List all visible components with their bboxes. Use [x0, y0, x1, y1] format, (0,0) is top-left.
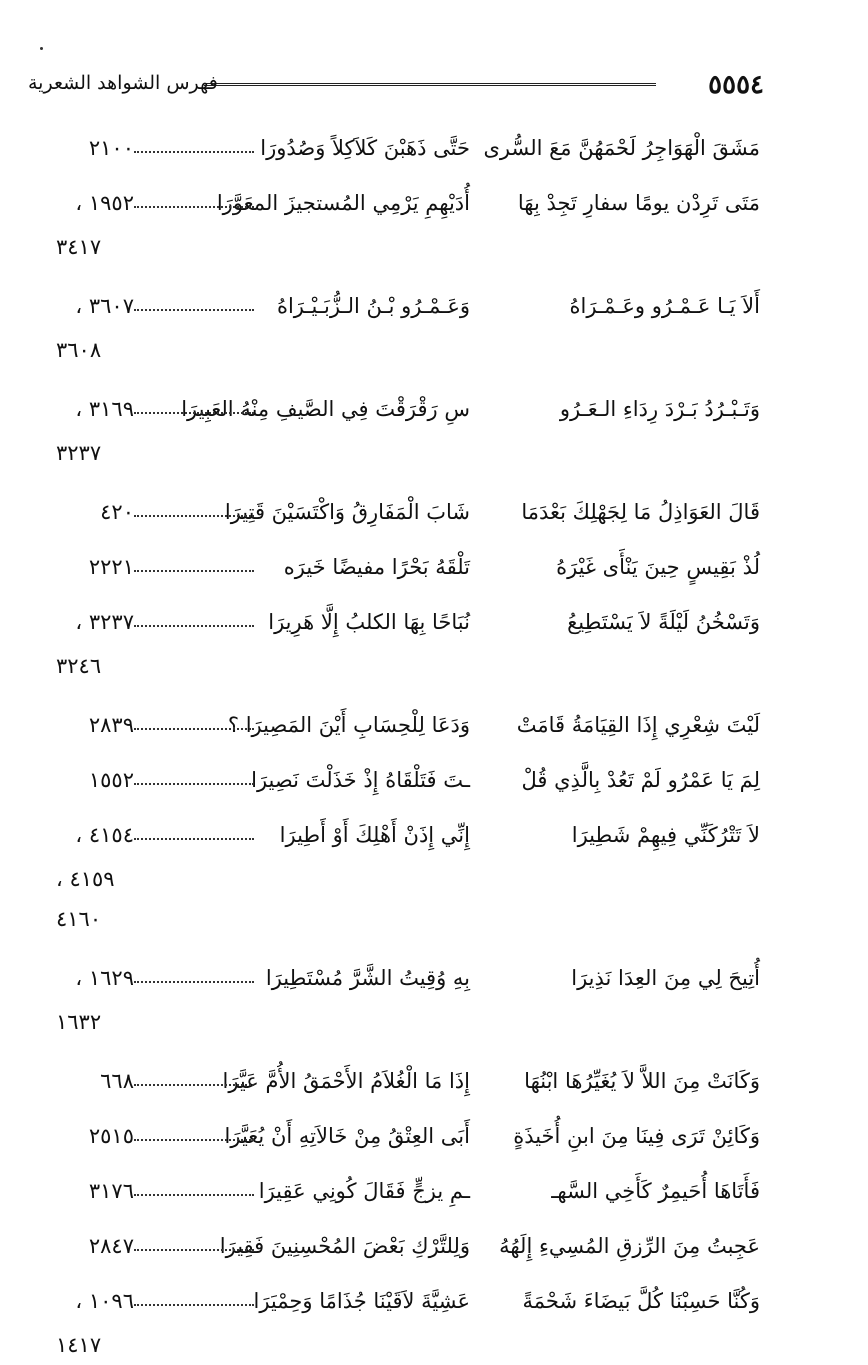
reference-numbers: ٣١٦٩ ، — [75, 397, 134, 421]
dotted-leader — [134, 625, 254, 627]
dotted-leader — [134, 981, 254, 983]
dotted-leader — [134, 515, 254, 517]
verse-first-hemistich: لِمَ يَا عَمْرُو لَمْ تَعُدْ بِالَّذِي قُلْ — [521, 768, 760, 792]
verse-line — [0, 124, 868, 172]
verse-first-hemistich: مَتَى تَرِدْن يومًا سفارِ تَجِدْ بِهَا — [517, 191, 760, 215]
reference-numbers: ٢١٠٠ — [88, 136, 134, 160]
verse-second-hemistich: عَشِيَّةَ لاَقَيْنَا جُذَامًا وَحِمْيَرَا — [253, 1289, 470, 1313]
reference-numbers: ١٦٢٩ ، — [75, 966, 134, 990]
verse-first-hemistich: وَكَانَتْ مِنَ اللاَّ لاَ يُغَيِّرُهَا ابْنُهَا — [524, 1069, 760, 1093]
verse-line — [0, 954, 868, 1002]
dotted-leader — [134, 1304, 254, 1306]
dotted-leader — [134, 309, 254, 311]
reference-numbers: ٢٥١٥ — [88, 1124, 134, 1148]
verse-line — [0, 282, 868, 330]
reference-numbers: ٢٨٤٧ — [88, 1234, 134, 1258]
verse-second-hemistich: تَلْقَهُ بَحْرًا مفيضًا خَيرَه — [283, 555, 470, 579]
verse-first-hemistich: أُتِيحَ لِي مِنَ العِدَا نَذِيرَا — [571, 966, 760, 990]
reference-numbers: ٣٢٣٧ ، — [75, 610, 134, 634]
verse-second-hemistich: ـتَ فَتَلْقَاهُ إِذْ خَذَلْتَ نَصِيرَا — [251, 768, 470, 792]
reference-continuation: ٣٤١٧ — [56, 235, 102, 259]
verse-first-hemistich: قَالَ العَوَاذِلُ مَا لِجَهْلِكَ بَعْدَمَا — [521, 500, 760, 524]
verse-line — [0, 385, 868, 433]
verse-line — [0, 488, 868, 536]
verse-first-hemistich: فَأَتَاهَا أُحَيمِرٌ كَأَخِي السَّهـ — [551, 1179, 760, 1203]
page-speck — [40, 47, 43, 50]
dotted-leader — [134, 1249, 254, 1251]
verse-line — [0, 1167, 868, 1215]
verse-line — [0, 543, 868, 591]
verse-first-hemistich: لاَ تَتْرُكَنِّي فِيهِمْ شَطِيرَا — [571, 823, 760, 847]
verse-line — [0, 1222, 868, 1270]
verse-line — [0, 811, 868, 859]
verse-second-hemistich: أَبَى العِتْقُ مِنْ خَالاَتِهِ أَنْ يُعَيَّرَا — [224, 1124, 470, 1148]
reference-continuation: ٣٢٣٧ — [56, 441, 102, 465]
verse-first-hemistich: وَكَائِنْ تَرَى فِينَا مِنَ ابنِ أُخَيذَةٍ — [513, 1124, 760, 1148]
verse-second-hemistich: إِذَا مَا الْغُلاَمُ الأَحْمَقُ الأُمَّ عَيَّرَا — [222, 1069, 470, 1093]
dotted-leader — [134, 728, 254, 730]
page-number: ٥٥٥٤ — [708, 70, 764, 100]
verse-first-hemistich: وَتَسْخُنُ لَيْلَةً لاَ يَسْتَطِيعُ — [567, 610, 760, 634]
reference-continuation: ١٤١٧ — [56, 1333, 102, 1357]
dotted-leader — [134, 1194, 254, 1196]
header-rule — [204, 83, 656, 89]
verse-line — [0, 1277, 868, 1325]
reference-numbers: ٣٦٠٧ ، — [75, 294, 134, 318]
reference-continuation: ٤١٥٩ ، — [56, 867, 115, 891]
page-header — [28, 66, 764, 106]
verse-second-hemistich: حَتَّى ذَهَبْنَ كَلاَكِلاً وَصُدُورَا — [260, 136, 470, 160]
verse-first-hemistich: وَتَـبْـرُدُ بَـرْدَ رِدَاءِ الـعَـرُو — [559, 397, 760, 421]
verse-second-hemistich: ـمِ يزجٍّ فَقَالَ كُونِي عَقِيرَا — [258, 1179, 470, 1203]
dotted-leader — [134, 412, 254, 414]
reference-continuation: ١٦٣٢ — [56, 1010, 102, 1034]
verse-second-hemistich: بِهِ وُقِيتُ الشَّرَّ مُسْتَطِيرَا — [265, 966, 470, 990]
dotted-leader — [134, 151, 254, 153]
verse-line — [0, 756, 868, 804]
verse-second-hemistich: سِ رَقْرَقْتَ فِي الصَّيفِ مِنْهُ العَبِيرَا — [181, 397, 470, 421]
dotted-leader — [134, 570, 254, 572]
verse-first-hemistich: وَكُنَّا حَسِبْنَا كُلَّ بَيضَاءَ شَحْمَةً — [522, 1289, 760, 1313]
verse-second-hemistich: نُبَاحًا بِهَا الكلبُ إِلَّا هَرِيرَا — [268, 610, 470, 634]
reference-numbers: ٢٢٢١ — [88, 555, 134, 579]
reference-numbers: ٢٨٣٩ — [88, 713, 134, 737]
reference-numbers: ١٩٥٢ ، — [75, 191, 134, 215]
verse-second-hemistich: إِنِّي إِذَنْ أَهْلِكَ أَوْ أَطِيرَا — [279, 823, 470, 847]
verse-first-hemistich: مَشَقَ الْهَوَاجِرُ لَحْمَهُنَّ مَعَ السُّرى — [483, 136, 760, 160]
verse-first-hemistich: لُذْ بَقِيسٍ حِينَ يَنْأَى غَيْرَهُ — [556, 555, 760, 579]
verse-second-hemistich: وَعَـمْـرُو بْـنُ الـزُّبَـيْـرَاهُ — [276, 294, 470, 318]
verse-line — [0, 701, 868, 749]
verse-first-hemistich: لَيْتَ شِعْرِي إِذَا القِيَامَةُ قَامَتْ — [516, 713, 760, 737]
dotted-leader — [134, 1084, 254, 1086]
dotted-leader — [134, 206, 254, 208]
reference-numbers: ٤١٥٤ ، — [75, 823, 134, 847]
verse-line — [0, 1057, 868, 1105]
dotted-leader — [134, 1139, 254, 1141]
verse-second-hemistich: وَلِلتَّرْكِ بَعْضَ المُحْسِنِينَ فَقِيرَا — [219, 1234, 470, 1258]
reference-numbers: ٦٦٨ — [100, 1069, 134, 1093]
reference-continuation: ٣٢٤٦ — [56, 654, 102, 678]
verse-line — [0, 179, 868, 227]
verse-second-hemistich: أُدَيْهِمِ يَرْمِي المُستجيزَ المعَوَّرَا — [216, 191, 470, 215]
verse-second-hemistich: شَابَ الْمَفَارِقُ وَاكْتَسَيْنَ قَتِيرَا — [224, 500, 470, 524]
reference-numbers: ١٥٥٢ — [88, 768, 134, 792]
verse-second-hemistich: وَدَعَا لِلْحِسَابِ أَيْنَ المَصِيرَا ؟ — [227, 713, 470, 737]
verse-first-hemistich: عَجِبتُ مِنَ الرِّزقِ المُسِيءِ إِلَهُهُ — [499, 1234, 760, 1258]
dotted-leader — [134, 838, 254, 840]
verse-first-hemistich: أَلاَ يَـا عَـمْـرُو وعَـمْـرَاهُ — [569, 294, 760, 318]
verse-line — [0, 1112, 868, 1160]
section-title: فهرس الشواهد الشعرية — [28, 72, 218, 94]
dotted-leader — [134, 783, 254, 785]
reference-numbers: ٣١٧٦ — [88, 1179, 134, 1203]
reference-numbers: ٤٢٠ — [100, 500, 134, 524]
verse-line — [0, 598, 868, 646]
reference-continuation: ٣٦٠٨ — [56, 338, 102, 362]
reference-numbers: ١٠٩٦ ، — [75, 1289, 134, 1313]
reference-continuation: ٤١٦٠ — [56, 907, 102, 931]
